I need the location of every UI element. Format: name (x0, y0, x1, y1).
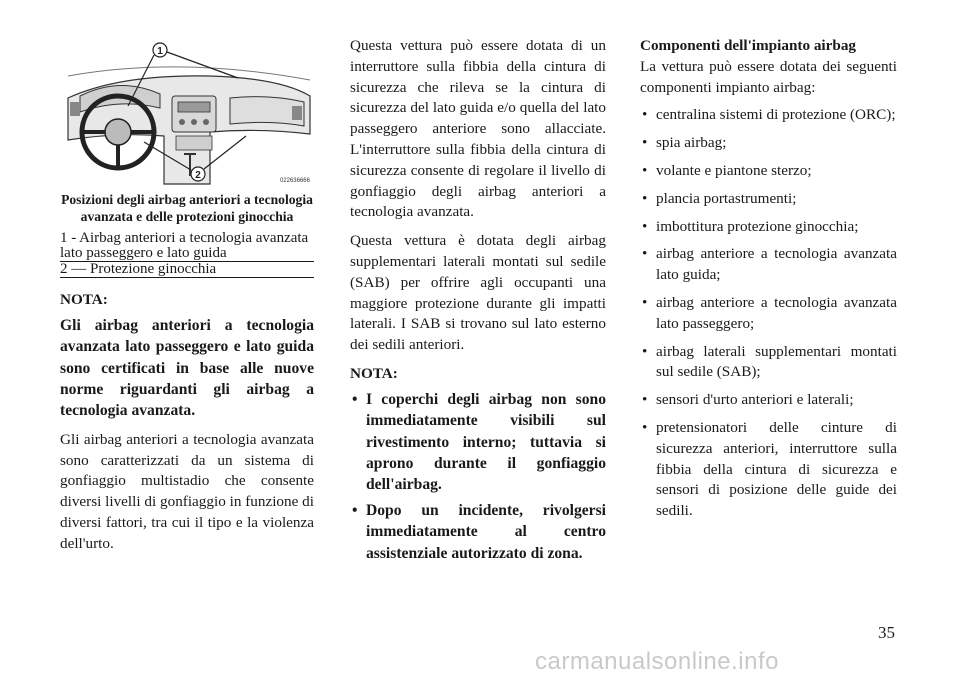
component-item: • centralina sistemi di protezione (ORC); (640, 105, 897, 126)
section-intro: La vettura può essere dotata dei seguenti componenti impianto airbag: (640, 57, 897, 96)
component-item: • pretensionatori delle cinture di sicurezza anteriori, interruttore sulla fibbia della cintura di sicurezza e sensori di posizione delle guide dei sedili. (640, 418, 897, 522)
legend-item-1: 1 - Airbag anteriori a tecnologia avanzata lato passeggero e lato guida (60, 230, 309, 261)
dashboard-drawing (60, 36, 314, 186)
component-item: • sensori d'urto anteriori e laterali; (640, 390, 897, 411)
nota-item: • I coperchi degli airbag non sono immediatamente visibili sul rivestimento interno; tuttavia si aprono durante il gonfiaggio dell'airbag. (350, 389, 606, 496)
component-item: • imbottitura protezione ginocchia; (640, 217, 897, 238)
nota-title-left: NOTA: (60, 291, 108, 308)
nota-text-left: Gli airbag anteriori a tecnologia avanzata lato passeggero e lato guida sono certificati in base alle nuove norme riguardanti gli airbag a tecnologia avanzata. (60, 316, 314, 420)
section-heading: Componenti dell'impianto airbag (640, 37, 857, 54)
figure-code: 022636666 (279, 178, 310, 184)
callout-1-label: 1 (157, 46, 163, 57)
paragraph-multistage: Gli airbag anteriori a tecnologia avanzata sono caratterizzati da un sistema di gonfiaggio multistadio che consente diversi livelli di gonfiaggio in funzione di diversi fattori, tra cui il tipo e la violenza dell'urto. (60, 430, 314, 552)
paragraph-buckle-switch: Questa vettura può essere dotata di un interruttore sulla fibbia della cintura di sicurezza che rileva se la cintura di sicurezza del lato guida e/o quella del lato passeggero anteriore sono allacciate. L'interruttore sulla fibbia della cintura di sicurezza consente di regolare il livello di gonfiaggio degli airbag anteriori a tecnologia avanzata. (350, 37, 606, 221)
component-item: • plancia portastrumenti; (640, 189, 897, 210)
components-list (640, 105, 897, 522)
component-item: • airbag anteriore a tecnologia avanzata lato guida; (640, 244, 897, 286)
legend-rule (60, 277, 314, 278)
nota-item: • Dopo un incidente, rivolgersi immediatamente al centro assistenziale autorizzato di zona. (350, 500, 606, 564)
watermark: carmanualsonline.info (535, 648, 779, 675)
nota-list (350, 389, 606, 564)
component-item: • volante e piantone sterzo; (640, 161, 897, 182)
dashboard-airbag-illustration (60, 36, 314, 186)
component-item: • airbag laterali supplementari montati sul sedile (SAB); (640, 342, 897, 384)
paragraph-sab: Questa vettura è dotata degli airbag supplementari laterali montati sul sedile (SAB) per offrire agli occupanti una maggiore protezione durante gli impatti laterali. I SAB si trovano sul lato esterno dei sedili anteriori. (350, 232, 606, 354)
column-left (60, 36, 314, 555)
nota-title-middle: NOTA: (350, 364, 398, 382)
figure-legend (60, 231, 314, 278)
component-item: • airbag anteriore a tecnologia avanzata lato passeggero; (640, 293, 897, 335)
figure-caption: Posizioni degli airbag anteriori a tecnologia avanzata e delle protezioni ginocchia (61, 192, 313, 224)
component-item: • spia airbag; (640, 133, 897, 154)
column-right (640, 36, 897, 522)
column-middle (350, 36, 606, 564)
legend-item-2: 2 — Protezione ginocchia (60, 261, 314, 277)
callout-2-label: 2 (195, 170, 201, 181)
page-number: 35 (878, 623, 895, 642)
